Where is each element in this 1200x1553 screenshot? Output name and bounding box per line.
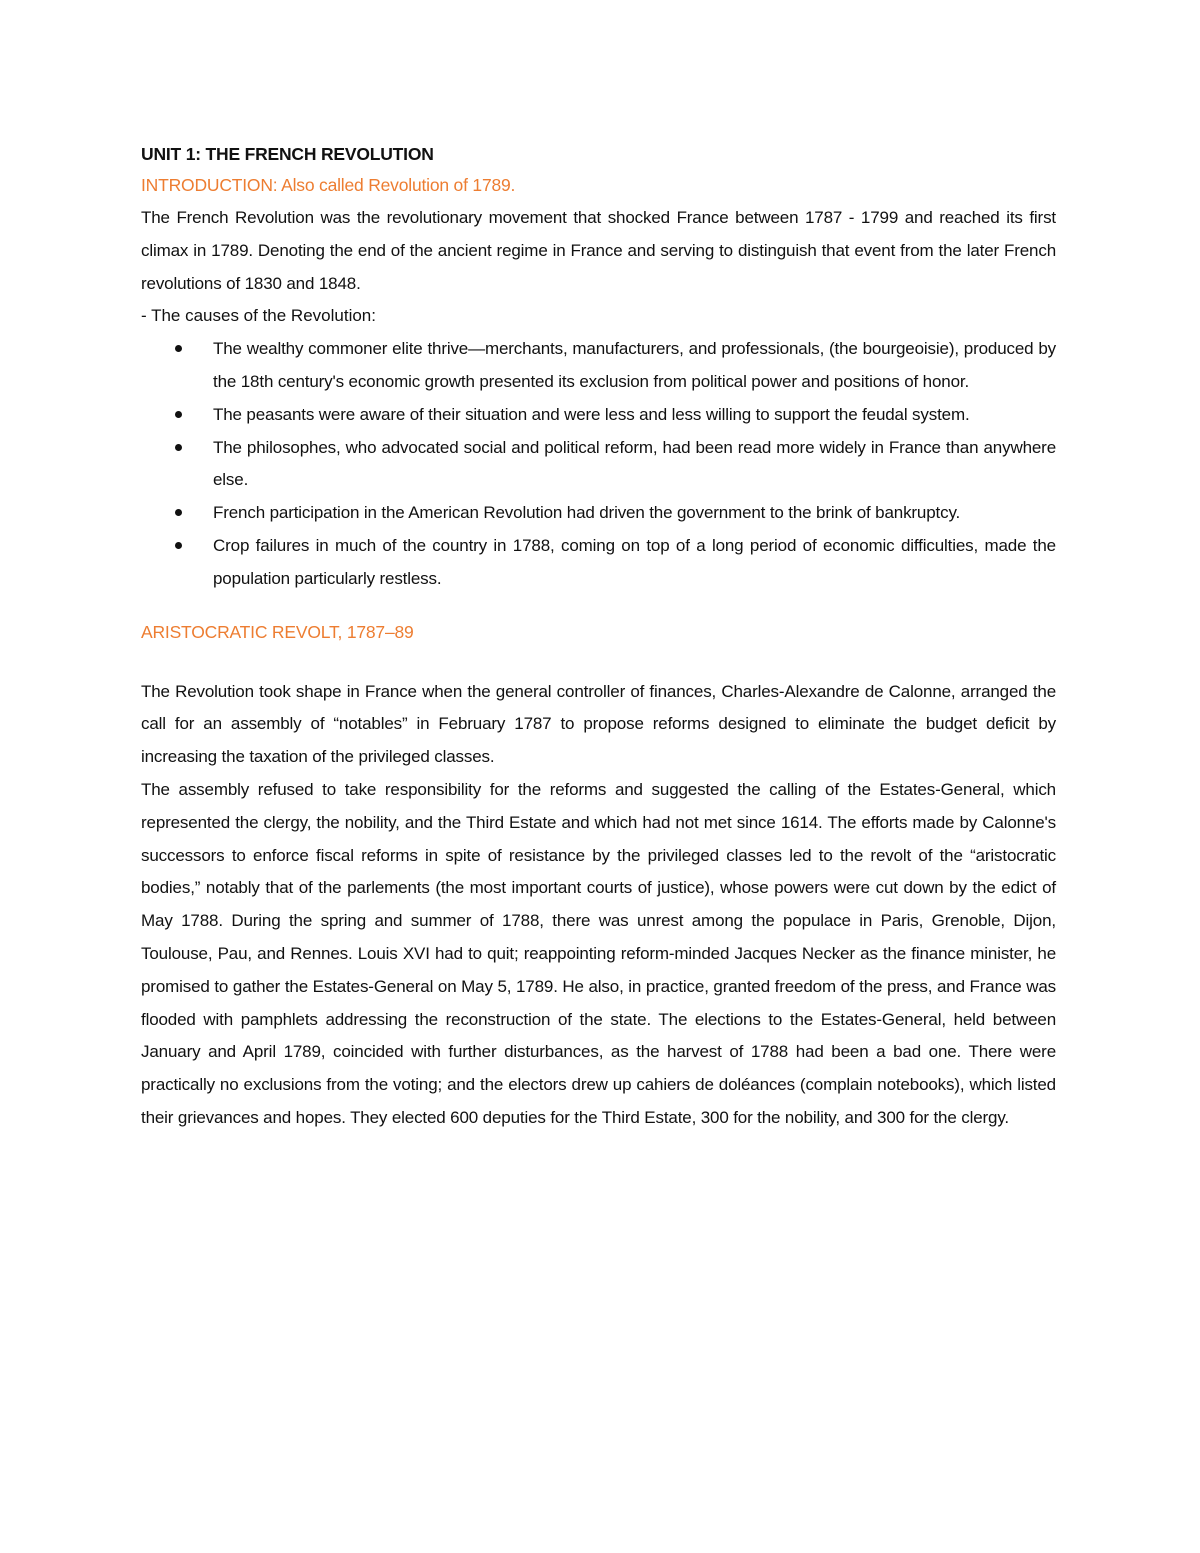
intro-paragraph: The French Revolution was the revolutionary movement that shocked France between 1787 - 1799 and reached its first climax in 1789. Denoting the end of the ancient regime in France and serving to distinguish that event from the later French revolutions of 1830 and 1848. bbox=[141, 208, 1056, 293]
causes-label: - The causes of the Revolution: bbox=[141, 306, 376, 326]
spacer bbox=[141, 596, 1056, 616]
bullet-dot-icon bbox=[175, 411, 182, 418]
list-item bbox=[141, 333, 1056, 399]
intro-heading: INTRODUCTION: Also called Revolution of 1789. bbox=[141, 175, 516, 195]
aristocratic-paragraph-1: The Revolution took shape in France when the general controller of finances, Charles-Alexandre de Calonne, arranged the call for an assembly of “notables” in February 1787 to propose reforms designed to eliminate the budget deficit by increasing the taxation of the privileged classes. bbox=[141, 681, 1056, 767]
list-item-text: Crop failures in much of the country in 1788, coming on top of a long period of economic difficulties, made the population particularly restless. bbox=[213, 535, 1056, 588]
bullet-dot-icon bbox=[175, 444, 182, 451]
bullet-dot-icon bbox=[175, 509, 182, 516]
aristocratic-paragraph-2: The assembly refused to take responsibility for the reforms and suggested the calling of the Estates-General, which represented the clergy, the nobility, and the Third Estate and which had not met since 1614. The efforts made by Calonne's successors to enforce fiscal reforms in spite of resistance by the privileged classes led to the revolt of the “aristocratic bodies,” notably that of the parlements (the most important courts of justice), whose powers were cut down by the edict of May 1788. During the spring and summer of 1788, there was unrest among the populace in Paris, Grenoble, Dijon, Toulouse, Pau, and Rennes. Louis XVI had to quit; reappointing reform-minded Jacques Necker as the finance minister, he promised to gather the Estates-General on May 5, 1789. He also, in practice, granted freedom of the press, and France was flooded with pamphlets addressing the reconstruction of the state. The elections to the Estates-General, held between January and April 1789, coincided with further disturbances, as the harvest of 1788 had been a bad one. There were practically no exclusions from the voting; and the electors drew up cahiers de doléances (complain notebooks), which listed their grievances and hopes. They elected 600 deputies for the Third Estate, 300 for the nobility, and 300 for the clergy. bbox=[141, 779, 1056, 1127]
document-page bbox=[141, 140, 1056, 1135]
list-item bbox=[141, 432, 1056, 498]
bullet-dot-icon bbox=[175, 345, 182, 352]
bullet-dot-icon bbox=[175, 542, 182, 549]
list-item bbox=[141, 497, 1056, 530]
causes-list bbox=[141, 333, 1056, 595]
list-item bbox=[141, 530, 1056, 596]
spacer bbox=[141, 649, 1056, 676]
list-item-text: The peasants were aware of their situation and were less and less willing to support the feudal system. bbox=[213, 404, 970, 424]
aristocratic-heading: ARISTOCRATIC REVOLT, 1787–89 bbox=[141, 621, 414, 642]
document-title: UNIT 1: THE FRENCH REVOLUTION bbox=[141, 144, 434, 164]
list-item-text: The wealthy commoner elite thrive—merchants, manufacturers, and professionals, (the bourgeoisie), produced by the 18th century's economic growth presented its exclusion from political power and positions of honor. bbox=[213, 339, 1056, 391]
list-item-text: The philosophes, who advocated social and political reform, had been read more widely in France than anywhere else. bbox=[213, 437, 1056, 490]
list-item bbox=[141, 399, 1056, 432]
list-item-text: French participation in the American Revolution had driven the government to the brink of bankruptcy. bbox=[213, 503, 961, 523]
